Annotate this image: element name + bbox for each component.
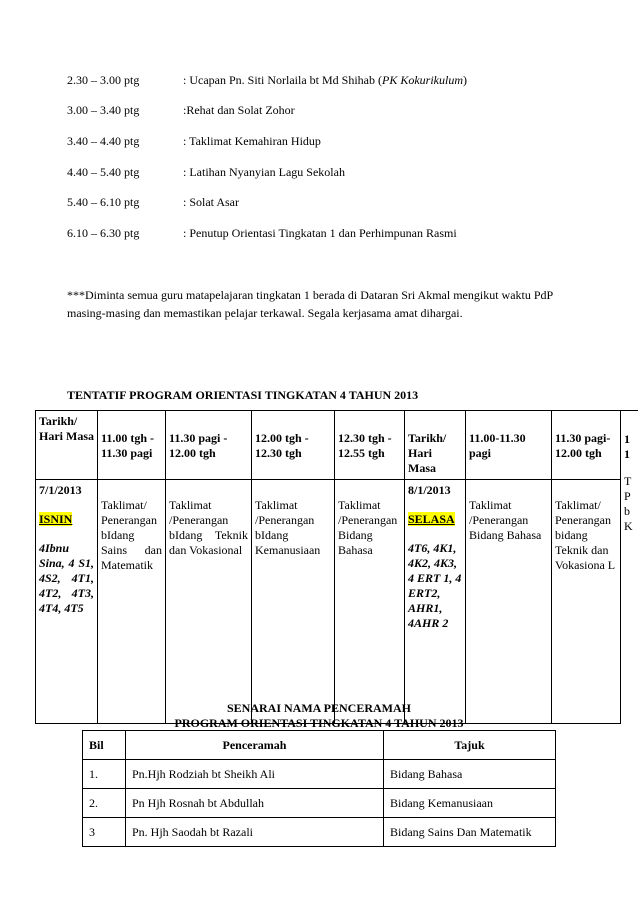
schedule-time: 3.00 – 3.40 ptg bbox=[67, 103, 140, 117]
schedule-desc: : Solat Asar bbox=[183, 195, 239, 209]
tentatif-body-row bbox=[36, 480, 621, 724]
session-cell: Taklimat /Penerangan bIdang Teknik dan Vokasional bbox=[166, 480, 252, 724]
table-row bbox=[83, 818, 556, 847]
header-cell: 11.30 pagi- 12.00 tgh bbox=[552, 411, 621, 480]
header-cell: 11.00 tgh - 11.30 pagi bbox=[98, 411, 166, 480]
header-cell: 11.00-11.30 pagi bbox=[466, 411, 552, 480]
day2-date: 8/1/2013 bbox=[408, 483, 451, 497]
cell-speaker: Pn.Hjh Rodziah bt Sheikh Ali bbox=[126, 760, 384, 789]
day1-date: 7/1/2013 bbox=[39, 483, 82, 497]
speakers-header-row bbox=[83, 731, 556, 760]
day1-name: ISNIN bbox=[39, 512, 73, 526]
schedule-desc: : Latihan Nyanyian Lagu Sekolah bbox=[183, 165, 345, 179]
clipped-session: T P b K bbox=[624, 474, 633, 533]
speakers-title: SENARAI NAMA PENCERAMAH bbox=[226, 701, 411, 715]
cell-bil: 1. bbox=[83, 760, 126, 789]
session-cell: Taklimat/ Penerangan bidang Teknik dan Vokasiona L bbox=[552, 480, 621, 724]
table-row bbox=[83, 789, 556, 818]
schedule-desc: : Taklimat Kemahiran Hidup bbox=[183, 134, 321, 148]
header-cell: 11.30 pagi - 12.00 tgh bbox=[166, 411, 252, 480]
speakers-table bbox=[82, 730, 556, 847]
day2-cell bbox=[405, 480, 466, 724]
cell-topic: Bidang Bahasa bbox=[384, 760, 556, 789]
schedule-time: 3.40 – 4.40 ptg bbox=[67, 134, 140, 148]
header-cell: Penceramah bbox=[126, 731, 384, 760]
day2-name: SELASA bbox=[408, 512, 455, 526]
tentatif-header-row bbox=[36, 411, 621, 480]
cell-speaker: Pn Hjh Rosnah bt Abdullah bbox=[126, 789, 384, 818]
clipped-header: 1 1 bbox=[624, 432, 630, 461]
header-cell: 12.00 tgh - 12.30 tgh bbox=[252, 411, 335, 480]
cell-speaker: Pn. Hjh Saodah bt Razali bbox=[126, 818, 384, 847]
schedule-desc: : Ucapan Pn. Siti Norlaila bt Md Shihab (PK Kokurikulum) bbox=[183, 73, 467, 87]
session-cell: Taklimat /Penerangan bIdang Kemanusiaan bbox=[252, 480, 335, 724]
session-cell: Taklimat/ Penerangan bIdang Sains dan Matematik bbox=[98, 480, 166, 724]
tentatif-table bbox=[35, 410, 621, 724]
day1-classes: 4Ibnu Sina, 4 S1, 4S2, 4T1, 4T2, 4T3, 4T4, 4T5 bbox=[39, 541, 94, 615]
cell-bil: 3 bbox=[83, 818, 126, 847]
note-paragraph: ***Diminta semua guru matapelajaran tingkatan 1 berada di Dataran Sri Akmal mengikut waktu PdP masing-masing dan memastikan pelajar terkawal. Segala kerjasama amat dihargai. bbox=[67, 288, 553, 320]
cell-bil: 2. bbox=[83, 789, 126, 818]
schedule-time: 2.30 – 3.00 ptg bbox=[67, 73, 140, 87]
table-row bbox=[83, 760, 556, 789]
day1-cell bbox=[36, 480, 98, 724]
header-cell: Tarikh/ Hari Masa bbox=[36, 411, 98, 480]
day2-classes: 4T6, 4K1, 4K2, 4K3, 4 ERT 1, 4 ERT2, AHR1, 4AHR 2 bbox=[408, 541, 462, 630]
schedule-time: 5.40 – 6.10 ptg bbox=[67, 195, 140, 209]
schedule-desc: : Penutup Orientasi Tingkatan 1 dan Perhimpunan Rasmi bbox=[183, 226, 457, 240]
speakers-subtitle: PROGRAM ORIENTASI TINGKATAN 4 TAHUN 2013 bbox=[174, 716, 464, 730]
schedule-time: 4.40 – 5.40 ptg bbox=[67, 165, 140, 179]
cell-topic: Bidang Sains Dan Matematik bbox=[384, 818, 556, 847]
header-cell: Bil bbox=[83, 731, 126, 760]
header-cell: 12.30 tgh - 12.55 tgh bbox=[335, 411, 405, 480]
schedule-desc: :Rehat dan Solat Zohor bbox=[183, 103, 295, 117]
cell-topic: Bidang Kemanusiaan bbox=[384, 789, 556, 818]
clipped-column bbox=[621, 410, 638, 685]
header-cell: Tarikh/ Hari Masa bbox=[405, 411, 466, 480]
session-cell: Taklimat /Penerangan Bidang Bahasa bbox=[335, 480, 405, 724]
session-cell: Taklimat /Penerangan Bidang Bahasa bbox=[466, 480, 552, 724]
tentatif-title: TENTATIF PROGRAM ORIENTASI TINGKATAN 4 TAHUN 2013 bbox=[67, 388, 419, 402]
header-cell: Tajuk bbox=[384, 731, 556, 760]
schedule-time: 6.10 – 6.30 ptg bbox=[67, 226, 140, 240]
